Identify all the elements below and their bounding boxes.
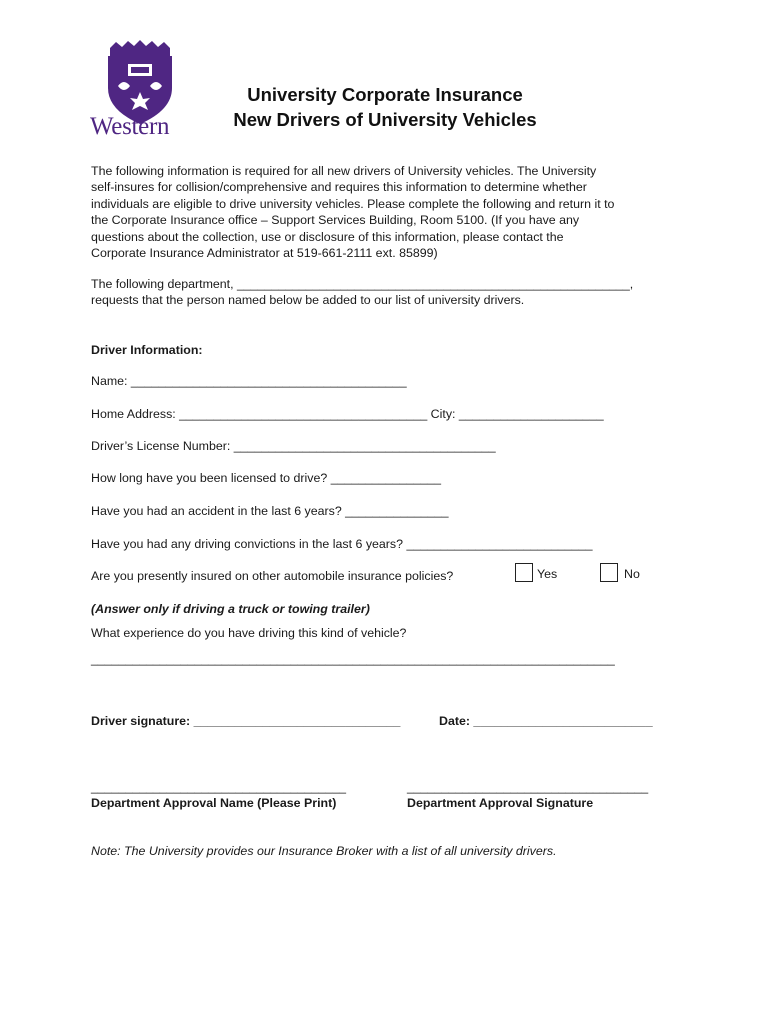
page-subtitle: New Drivers of University Vehicles <box>233 109 537 130</box>
name-field[interactable]: Name: ________________________________________ <box>91 374 407 388</box>
western-wordmark: Western <box>90 113 170 140</box>
department-request-text: requests that the person named below be added to our list of university drivers. <box>91 293 525 308</box>
intro-paragraph <box>91 163 691 261</box>
approval-signature-label: Department Approval Signature <box>407 796 594 810</box>
convictions-field[interactable]: Have you had any driving convictions in the last 6 years? ___________________________ <box>91 537 593 551</box>
intro-line: Corporate Insurance Administrator at 519-661-2111 ext. 85899) <box>91 246 438 261</box>
intro-line: questions about the collection, use or disclosure of this information, please contact the <box>91 229 564 244</box>
truck-section-heading: (Answer only if driving a truck or towing trailer) <box>91 602 370 616</box>
yes-checkbox[interactable] <box>515 563 533 582</box>
truck-experience-question: What experience do you have driving this kind of vehicle? <box>91 626 407 640</box>
insured-no-option[interactable] <box>600 563 640 582</box>
no-checkbox[interactable] <box>600 563 618 582</box>
approval-name-line[interactable]: _____________________________________ <box>91 780 346 794</box>
approval-signature-line[interactable]: ___________________________________ <box>407 780 649 794</box>
accident-field[interactable]: Have you had an accident in the last 6 years? _______________ <box>91 504 449 518</box>
licensed-duration-field[interactable]: How long have you been licensed to drive? ________________ <box>91 471 441 485</box>
signature-date-field[interactable]: Date: __________________________ <box>439 714 653 728</box>
department-request <box>91 276 691 309</box>
no-label: No <box>624 567 640 581</box>
department-field[interactable]: The following department, _________________________________________________________, <box>91 277 634 291</box>
driver-signature-field[interactable]: Driver signature: ______________________________ <box>91 714 401 728</box>
license-number-field[interactable]: Driver’s License Number: ______________________________________ <box>91 439 496 453</box>
driver-info-heading: Driver Information: <box>91 343 203 357</box>
yes-label: Yes <box>537 567 558 581</box>
address-city-field[interactable]: Home Address: ____________________________________ City: _____________________ <box>91 407 604 421</box>
insured-question: Are you presently insured on other automobile insurance policies? <box>91 569 454 583</box>
insured-yes-option[interactable] <box>515 563 557 582</box>
footer-note: Note: The University provides our Insurance Broker with a list of all university drivers. <box>91 844 557 858</box>
truck-experience-field[interactable]: ____________________________________________________________________________ <box>91 652 615 666</box>
page-title: University Corporate Insurance <box>247 84 523 105</box>
intro-line: the Corporate Insurance office – Support Services Building, Room 5100. (If you have any <box>91 213 580 228</box>
intro-line: individuals are eligible to drive university vehicles. Please complete the following and return it to <box>91 196 615 211</box>
approval-name-label: Department Approval Name (Please Print) <box>91 796 337 810</box>
intro-line: The following information is required for all new drivers of University vehicles. The University <box>91 164 597 178</box>
intro-line: self-insures for collision/comprehensive and requires this information to determine whether <box>91 180 587 195</box>
